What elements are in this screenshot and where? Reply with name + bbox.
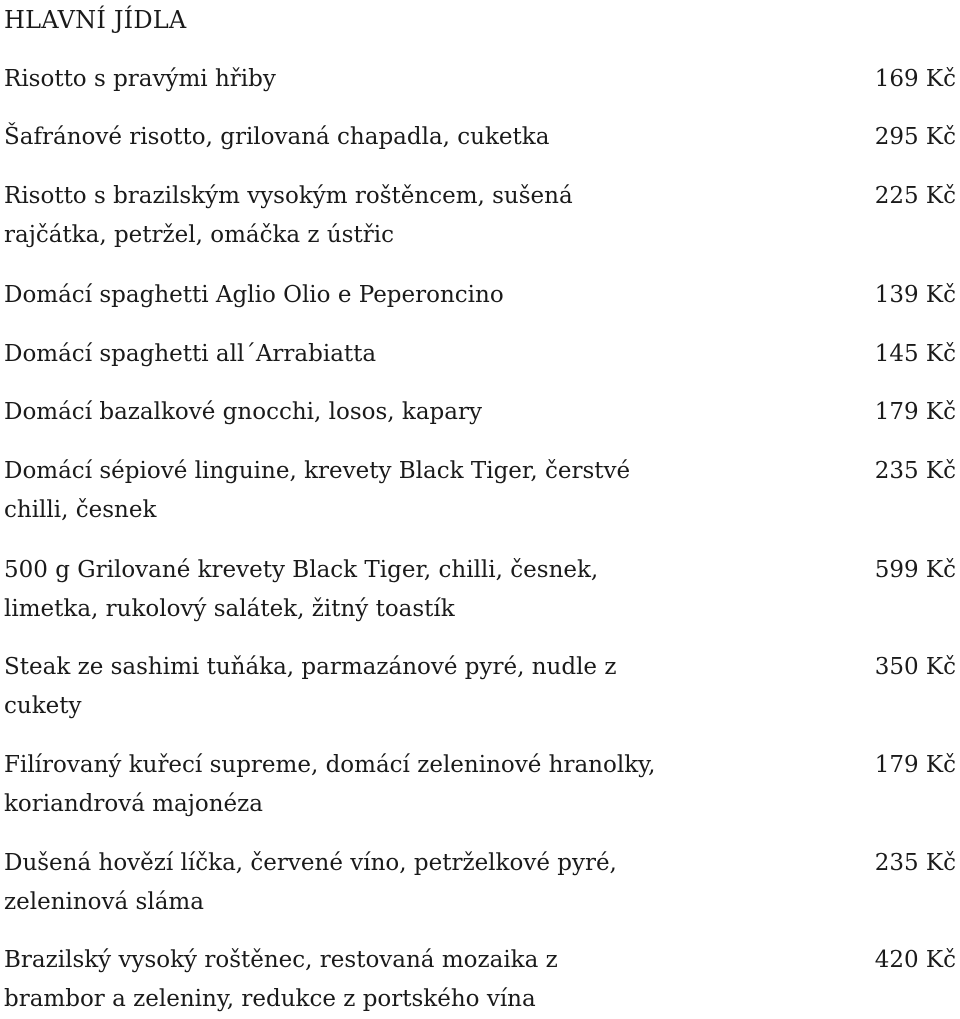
menu-item-name: Risotto s pravými hřiby <box>4 66 276 92</box>
menu-item <box>4 118 956 157</box>
menu-item-price: 179 Kč <box>874 399 956 425</box>
menu-item-name: Risotto s brazilským vysokým roštěncem, sušená rajčátka, petržel, omáčka z ústřic <box>4 183 573 248</box>
menu-item-name: Šafránové risotto, grilovaná chapadla, cuketka <box>4 124 550 150</box>
menu-item-price: 169 Kč <box>874 66 956 92</box>
menu-item-price: 139 Kč <box>874 282 956 308</box>
menu-item-name: Dušená hovězí líčka, červené víno, petrželkové pyré, zeleninová sláma <box>4 850 617 915</box>
menu-item <box>4 551 956 629</box>
menu-item-name: Domácí sépiové linguine, krevety Black Tiger, čerstvé chilli, česnek <box>4 458 631 523</box>
menu-item <box>4 276 956 315</box>
menu-item <box>4 177 956 255</box>
menu-item <box>4 393 956 432</box>
menu-item-name: Domácí spaghetti all´Arrabiatta <box>4 341 377 367</box>
menu-item-price: 145 Kč <box>874 341 956 367</box>
menu-item-price: 599 Kč <box>874 557 956 583</box>
menu-item-name: Domácí spaghetti Aglio Olio e Peperoncino <box>4 282 504 308</box>
menu-item <box>4 335 956 374</box>
menu-item-name: Filírovaný kuřecí supreme, domácí zeleninové hranolky, koriandrová majonéza <box>4 752 656 817</box>
menu-item-price: 179 Kč <box>874 752 956 778</box>
menu-item-name: 500 g Grilované krevety Black Tiger, chilli, česnek, limetka, rukolový salátek, žitný toastík <box>4 557 599 622</box>
menu-item <box>4 844 956 922</box>
menu-item-price: 235 Kč <box>874 850 956 876</box>
menu-item-price: 350 Kč <box>874 654 956 680</box>
menu-item-name: Steak ze sashimi tuňáka, parmazánové pyré, nudle z cukety <box>4 654 617 719</box>
menu-item <box>4 941 956 1019</box>
menu-item <box>4 60 956 99</box>
menu-item-price: 235 Kč <box>874 458 956 484</box>
menu-item <box>4 648 956 726</box>
menu-item-price: 295 Kč <box>874 124 956 150</box>
section-title: HLAVNÍ JÍDLA <box>4 6 187 34</box>
menu-item <box>4 746 956 824</box>
menu-item-price: 225 Kč <box>874 183 956 209</box>
menu-item-name: Domácí bazalkové gnocchi, losos, kapary <box>4 399 482 425</box>
menu-item-name: Brazilský vysoký roštěnec, restovaná mozaika z brambor a zeleniny, redukce z portského vína <box>4 947 558 1012</box>
menu-item-price: 420 Kč <box>874 947 956 973</box>
menu-item <box>4 452 956 530</box>
